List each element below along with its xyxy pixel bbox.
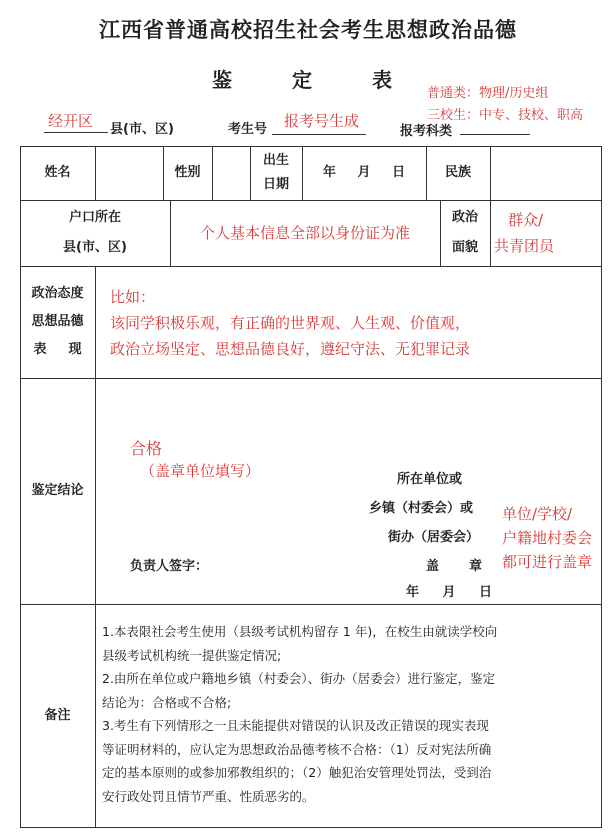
conclusion-note: （盖章单位填写） [140, 462, 261, 480]
birth-date-field[interactable] [302, 146, 426, 200]
political-value[interactable] [490, 200, 602, 266]
seal-text [426, 555, 482, 574]
birth-day-text: 日 [392, 165, 406, 180]
exam-no-field[interactable] [272, 110, 366, 135]
seal-day-text: 日 [478, 585, 492, 600]
exam-no-value: 报考号生成 [284, 112, 360, 130]
subtitle-char: 表 [372, 68, 392, 92]
attitude-example-line: 比如： [110, 288, 156, 306]
political-label-line: 面貌 [451, 240, 478, 255]
row-divider [20, 604, 602, 605]
seal-month-text: 月 [442, 585, 456, 600]
hukou-label-line: 户口所在 [68, 210, 121, 225]
subtitle-char: 鉴 [212, 68, 232, 92]
hukou-label-line: 县(市、区) [63, 240, 127, 255]
remarks-line: 2.由所在单位或户籍地乡镇（村委会）、街办（居委会）进行鉴定，鉴定 [102, 671, 496, 686]
attitude-label-char: 现 [68, 342, 82, 357]
political-value-line: 共青团员 [494, 237, 555, 255]
county-value: 经开区 [48, 112, 94, 130]
attitude-example-line: 政治立场坚定、思想品德良好，遵纪守法、无犯罪记录 [110, 340, 471, 358]
gender-label: 性别 [174, 165, 201, 180]
row-divider [20, 266, 602, 267]
subtitle-char: 定 [292, 68, 312, 92]
attitude-example-line: 该同学积极乐观，有正确的世界观、人生观、价值观， [110, 314, 471, 332]
hukou-note[interactable]: 个人基本信息全部以身份证为准 [199, 224, 410, 242]
org-line: 所在单位或 [397, 472, 463, 487]
seal-year-text: 年 [406, 585, 420, 600]
remarks-line: 县级考试机构统一提供鉴定情况; [102, 647, 282, 663]
exam-no-label: 考生号 [228, 122, 268, 137]
seal-note [502, 502, 592, 574]
seal-note-line: 都可进行盖章 [502, 553, 593, 571]
seal-note-line: 单位/学校/ [502, 505, 573, 523]
conclusion-value[interactable]: 合格 [130, 439, 163, 458]
subject-field[interactable] [460, 110, 530, 135]
subject-note-line: 三校生：中专、技校、职高 [427, 108, 584, 123]
col-divider [95, 266, 96, 828]
remarks-line: 1.本表限社会考生使用（县级考试机构留存 1 年)，在校生由就读学校向 [102, 624, 498, 639]
political-label [440, 200, 490, 266]
political-label-line: 政治 [451, 210, 478, 225]
attitude-example[interactable] [110, 284, 470, 362]
remarks-line: 3.考生有下列情形之一且未能提供对错误的认识及改正错误的现实表现 [102, 718, 489, 733]
birth-month-text: 月 [357, 165, 371, 180]
hukou-label [20, 200, 170, 266]
county-field[interactable] [44, 110, 108, 133]
birth-year-text: 年 [322, 165, 336, 180]
remarks-text [102, 620, 596, 808]
ethnic-field[interactable] [490, 146, 602, 200]
remarks-line: 定的基本原则的或参加邪教组织的；（2）触犯治安管理处罚法，受到治 [102, 765, 492, 780]
attitude-label-line: 政治态度 [31, 286, 84, 301]
political-value-line: 群众/ [508, 211, 544, 229]
org-line: 乡镇（村委会）或 [369, 501, 474, 516]
name-field[interactable] [95, 146, 163, 200]
subject-label: 报考科类 [400, 124, 453, 139]
subject-note-line: 普通类：物理/历史组 [427, 86, 549, 101]
document-title: 江西省普通高校招生社会考生思想政治品德 [99, 18, 517, 42]
seal-char: 章 [468, 559, 482, 574]
name-label: 姓名 [44, 165, 71, 180]
seal-char: 盖 [426, 559, 440, 574]
attitude-label-char: 表 [33, 342, 47, 357]
gender-field[interactable] [212, 146, 250, 200]
ethnic-label: 民族 [444, 165, 471, 180]
attitude-label [20, 266, 95, 378]
attitude-label-line [34, 336, 82, 364]
remarks-line: 安行政处罚且情节严重、性质恶劣的。 [102, 788, 315, 804]
remarks-label: 备注 [44, 708, 71, 723]
remarks-line: 结论为：合格或不合格; [102, 694, 232, 710]
row-divider [20, 378, 602, 379]
document-subtitle [212, 64, 392, 93]
birth-label-line: 出生 [262, 153, 289, 168]
birth-label [250, 146, 302, 200]
signer-label: 负责人签字： [130, 559, 209, 574]
seal-note-line: 户籍地村委会 [502, 529, 593, 547]
county-label: 县(市、区) [110, 122, 174, 137]
org-line: 街办（居委会） [388, 530, 480, 545]
conclusion-label: 鉴定结论 [31, 483, 84, 498]
attitude-label-line: 思想品德 [31, 314, 84, 329]
birth-label-line: 日期 [262, 177, 289, 192]
signer-field[interactable] [218, 550, 318, 570]
seal-date[interactable] [406, 581, 492, 600]
remarks-line: 等证明材料的，应认定为思想政治品德考核不合格：（1）反对宪法所确 [102, 741, 492, 757]
